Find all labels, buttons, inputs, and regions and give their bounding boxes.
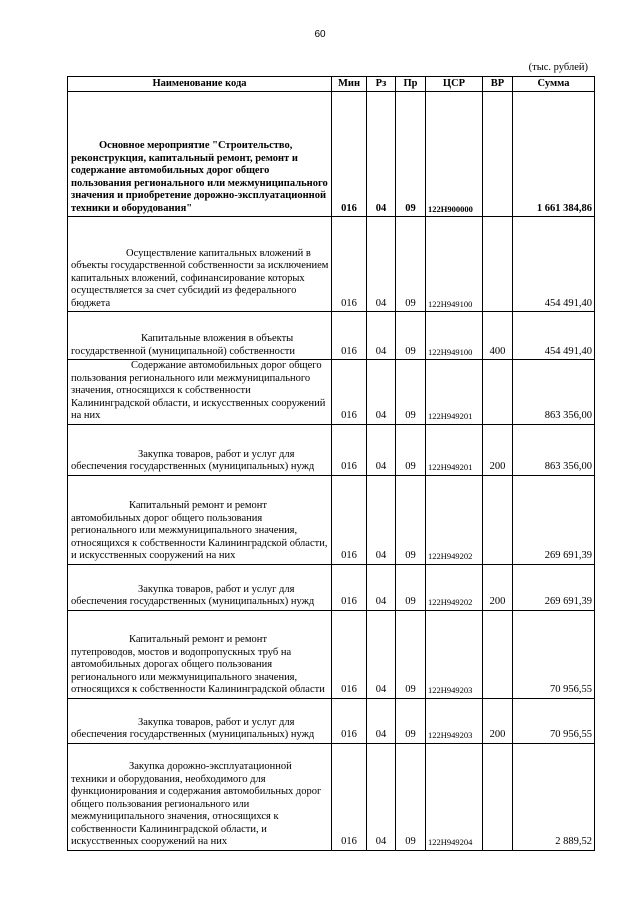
cell-vr (483, 475, 513, 564)
cell-sum: 1 661 384,86 (513, 92, 595, 217)
cell-name: Основное мероприятие "Строительство, реконструкция, капитальный ремонт, ремонт и содержание автомобильных дорог общего пользования регионального или межмуниципального значения и приобретение дорожно-эксплуатационной техники и оборудования" (68, 92, 332, 217)
cell-pr: 09 (396, 92, 426, 217)
cell-min: 016 (332, 698, 367, 743)
cell-sum: 863 356,00 (513, 424, 595, 475)
cell-vr: 200 (483, 424, 513, 475)
cell-rz: 04 (367, 217, 396, 312)
header-sum: Сумма (513, 77, 595, 92)
cell-name: Закупка товаров, работ и услуг для обеспечения государственных (муниципальных) нужд (68, 564, 332, 610)
cell-rz: 04 (367, 312, 396, 360)
header-row (68, 77, 595, 92)
cell-vr (483, 610, 513, 698)
cell-name: Закупка товаров, работ и услуг для обеспечения государственных (муниципальных) нужд (68, 424, 332, 475)
cell-vr: 200 (483, 564, 513, 610)
table-row (68, 743, 595, 850)
cell-min: 016 (332, 360, 367, 425)
cell-vr (483, 360, 513, 425)
cell-min: 016 (332, 424, 367, 475)
cell-rz: 04 (367, 92, 396, 217)
header-csr: ЦСР (426, 77, 483, 92)
cell-rz: 04 (367, 564, 396, 610)
cell-csr: 122H900000 (426, 92, 483, 217)
cell-csr: 122H949100 (426, 217, 483, 312)
cell-name: Содержание автомобильных дорог общего пользования регионального или межмуниципального значения, относящихся к собственности Калининградской области, и искусственных сооружений на них (68, 360, 332, 425)
cell-min: 016 (332, 475, 367, 564)
cell-csr: 122H949202 (426, 564, 483, 610)
cell-vr: 400 (483, 312, 513, 360)
table-row (68, 698, 595, 743)
table-row (68, 610, 595, 698)
cell-min: 016 (332, 217, 367, 312)
cell-min: 016 (332, 312, 367, 360)
header-rz: Рз (367, 77, 396, 92)
cell-pr: 09 (396, 475, 426, 564)
cell-name: Капитальный ремонт и ремонт путепроводов, мостов и водопропускных труб на автомобильных дорогах общего пользования регионального или межмуниципального значения, относящихся к собственности Калининградской области (68, 610, 332, 698)
cell-sum: 70 956,55 (513, 610, 595, 698)
cell-csr: 122H949202 (426, 475, 483, 564)
table-row (68, 475, 595, 564)
header-pr: Пр (396, 77, 426, 92)
cell-sum: 863 356,00 (513, 360, 595, 425)
table-row (68, 360, 595, 425)
cell-name: Закупка дорожно-эксплуатационной техники и оборудования, необходимого для функционирования и содержания автомобильных дорог общего пользования регионального или межмуниципального значения, относящихся к собственности Калининградской области, и искусственных сооружений на них (68, 743, 332, 850)
table-row (68, 312, 595, 360)
cell-name: Осуществление капитальных вложений в объекты государственной собственности за исключением капитальных вложений, софинансирование которых осуществляется за счет субсидий из федерального бюджета (68, 217, 332, 312)
cell-rz: 04 (367, 424, 396, 475)
cell-pr: 09 (396, 424, 426, 475)
cell-name: Закупка товаров, работ и услуг для обеспечения государственных (муниципальных) нужд (68, 698, 332, 743)
cell-sum: 70 956,55 (513, 698, 595, 743)
cell-csr: 122H949203 (426, 698, 483, 743)
cell-pr: 09 (396, 217, 426, 312)
cell-min: 016 (332, 564, 367, 610)
cell-vr (483, 743, 513, 850)
table-row (68, 564, 595, 610)
cell-pr: 09 (396, 564, 426, 610)
table-row (68, 92, 595, 217)
cell-pr: 09 (396, 312, 426, 360)
cell-rz: 04 (367, 475, 396, 564)
cell-vr: 200 (483, 698, 513, 743)
cell-rz: 04 (367, 698, 396, 743)
cell-vr (483, 92, 513, 217)
page-number: 60 (314, 29, 326, 40)
cell-csr: 122H949201 (426, 360, 483, 425)
cell-min: 016 (332, 92, 367, 217)
cell-pr: 09 (396, 610, 426, 698)
cell-sum: 269 691,39 (513, 475, 595, 564)
cell-sum: 2 889,52 (513, 743, 595, 850)
cell-pr: 09 (396, 360, 426, 425)
cell-vr (483, 217, 513, 312)
cell-name: Капитальные вложения в объекты государственной (муниципальной) собственности (68, 312, 332, 360)
cell-csr: 122H949203 (426, 610, 483, 698)
cell-rz: 04 (367, 610, 396, 698)
units-label: (тыс. рублей) (528, 62, 588, 73)
cell-rz: 04 (367, 743, 396, 850)
cell-pr: 09 (396, 743, 426, 850)
cell-csr: 122H949204 (426, 743, 483, 850)
table-row (68, 217, 595, 312)
header-min: Мин (332, 77, 367, 92)
header-vr: ВР (483, 77, 513, 92)
cell-pr: 09 (396, 698, 426, 743)
cell-sum: 269 691,39 (513, 564, 595, 610)
cell-name: Капитальный ремонт и ремонт автомобильных дорог общего пользования регионального или межмуниципального значения, относящихся к собственности Калининградской области, и искусственных сооружений на них (68, 475, 332, 564)
cell-rz: 04 (367, 360, 396, 425)
cell-csr: 122H949100 (426, 312, 483, 360)
cell-min: 016 (332, 743, 367, 850)
header-name: Наименование кода (68, 77, 332, 92)
cell-min: 016 (332, 610, 367, 698)
cell-sum: 454 491,40 (513, 217, 595, 312)
budget-table (67, 76, 595, 851)
table-row (68, 424, 595, 475)
cell-csr: 122H949201 (426, 424, 483, 475)
cell-sum: 454 491,40 (513, 312, 595, 360)
